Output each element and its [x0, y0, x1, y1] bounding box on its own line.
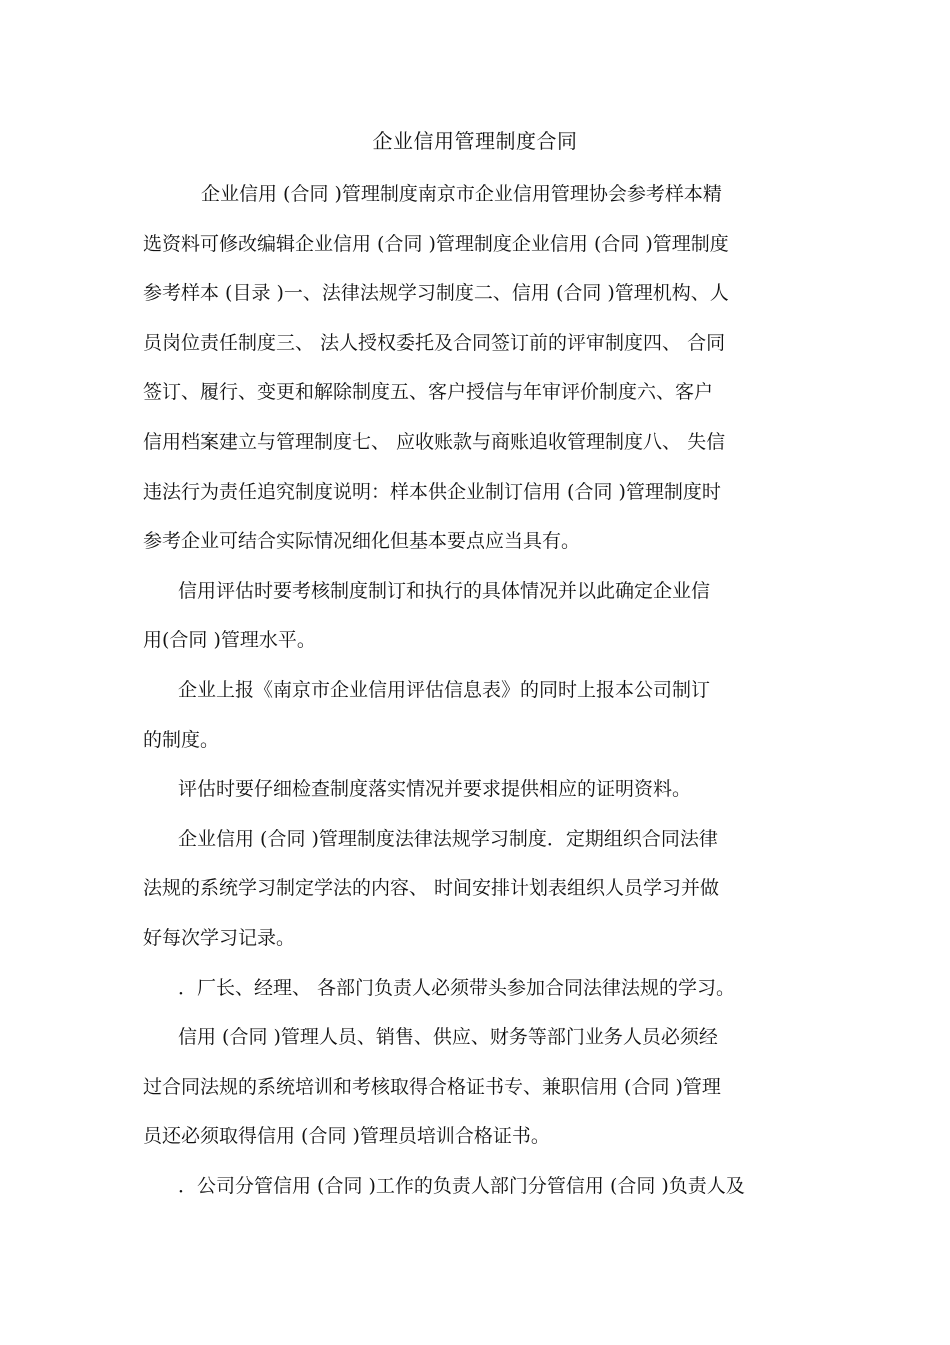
- text-line: 企业上报《南京市企业信用评估信息表》的同时上报本公司制订: [178, 678, 711, 701]
- text-line: ．公司分管信用 (合同 )工作的负责人部门分管信用 (合同 )负责人及: [178, 1174, 745, 1197]
- text-line: 员岗位责任制度三、 法人授权委托及合同签订前的评审制度四、 合同: [143, 331, 726, 354]
- text-line: 的制度。: [143, 728, 220, 751]
- text-line: ．厂长、经理、 各部门负责人必须带头参加合同法律法规的学习。: [178, 976, 736, 999]
- text-line: 参考样本 (目录 )一、法律法规学习制度二、信用 (合同 )管理机构、人: [143, 282, 729, 305]
- text-line: 信用 (合同 )管理人员、销售、供应、财务等部门业务人员必须经: [178, 1026, 718, 1049]
- text-line: 选资料可修改编辑企业信用 (合同 )管理制度企业信用 (合同 )管理制度: [143, 232, 729, 255]
- text-line: 法规的系统学习制定学法的内容、 时间安排计划表组织人员学习并做: [143, 877, 720, 900]
- text-line: 签订、履行、变更和解除制度五、客户授信与年审评价制度六、客户: [143, 381, 714, 404]
- text-line: 员还必须取得信用 (合同 )管理员培训合格证书。: [143, 1125, 550, 1148]
- text-line: 评估时要仔细检查制度落实情况并要求提供相应的证明资料。: [178, 778, 692, 801]
- text-line: 过合同法规的系统培训和考核取得合格证书专、兼职信用 (合同 )管理: [143, 1075, 721, 1098]
- text-line: 违法行为责任追究制度说明：样本供企业制订信用 (合同 )管理制度时: [143, 480, 721, 503]
- text-line: 信用评估时要考核制度制订和执行的具体情况并以此确定企业信: [178, 579, 711, 602]
- text-line: 用(合同 )管理水平。: [143, 629, 316, 652]
- text-line: 企业信用 (合同 )管理制度法律法规学习制度．定期组织合同法律: [178, 827, 718, 850]
- document-body: [143, 176, 813, 1217]
- document-title: 企业信用管理制度合同: [372, 129, 578, 153]
- text-line: 参考企业可结合实际情况细化但基本要点应当具有。: [143, 530, 581, 553]
- text-line: 好每次学习记录。: [143, 926, 296, 949]
- text-line: 企业信用 (合同 )管理制度南京市企业信用管理协会参考样本精: [201, 183, 722, 205]
- text-line: 信用档案建立与管理制度七、 应收账款与商账追收管理制度八、 失信: [143, 430, 726, 453]
